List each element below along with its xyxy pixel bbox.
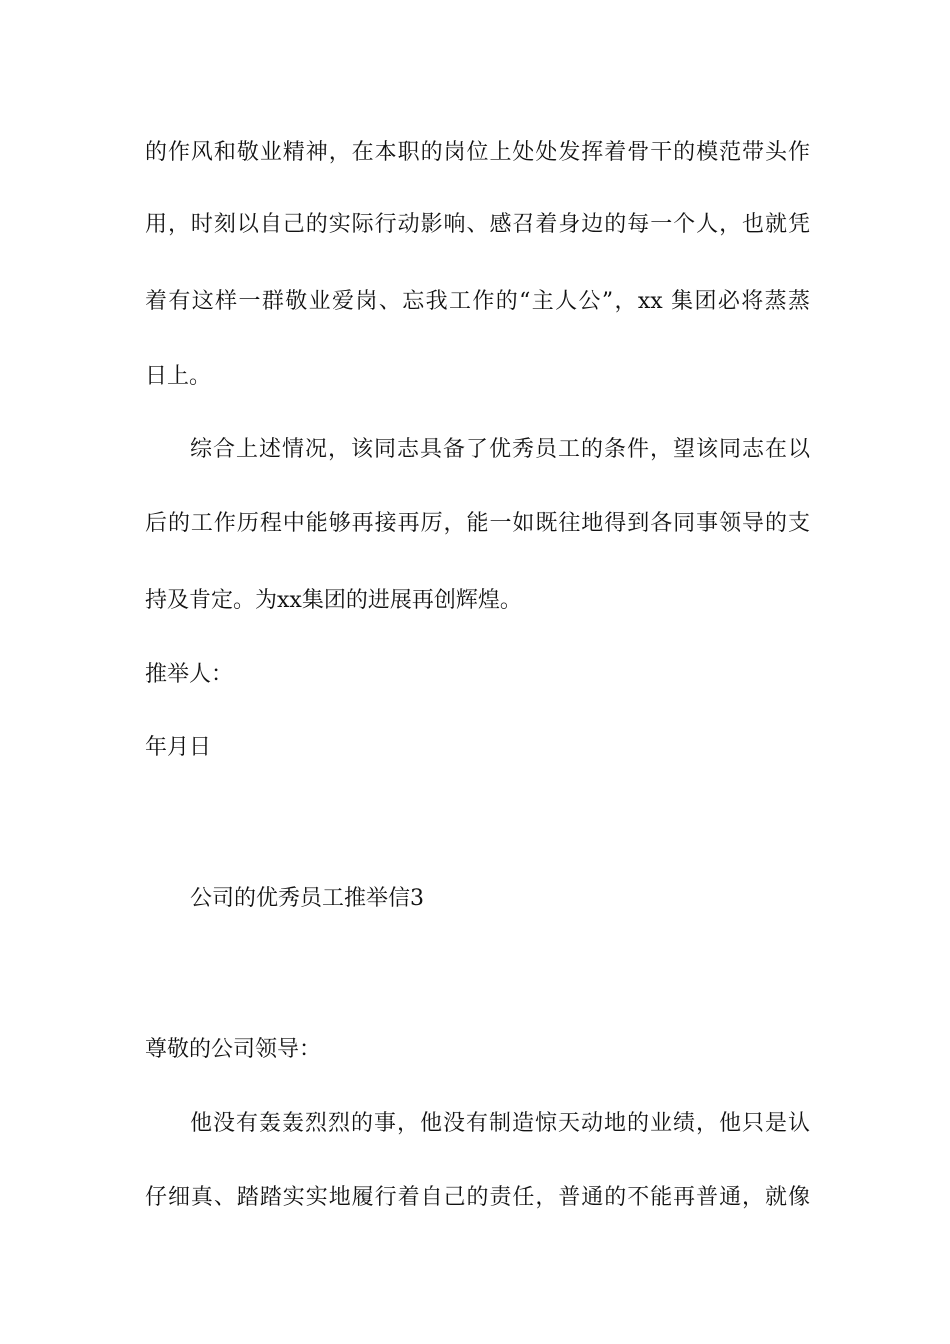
paragraph-line: 用，时刻以自己的实际行动影响、感召着身边的每一个人，也就凭 [145, 212, 810, 237]
section-title: 公司的优秀员工推举信3 [190, 886, 424, 911]
paragraph-line: 综合上述情况，该同志具备了优秀员工的条件，望该同志在以 [190, 437, 810, 462]
paragraph-line: 持及肯定。为xx集团的进展再创辉煌。 [145, 588, 522, 613]
paragraph-line: 仔细真、踏踏实实地履行着自己的责任，普通的不能再普通，就像 [145, 1185, 810, 1210]
paragraph-line: 着有这样一群敬业爱岗、忘我工作的“主人公”，xx 集团必将蒸蒸 [145, 289, 810, 314]
paragraph-line: 后的工作历程中能够再接再厉，能一如既往地得到各同事领导的支 [145, 511, 810, 536]
paragraph-line: 日上。 [145, 364, 212, 389]
paragraph-line: 他没有轰轰烈烈的事，他没有制造惊天动地的业绩，他只是认 [190, 1111, 810, 1136]
recommender-label: 推举人： [145, 662, 234, 687]
paragraph-line: 的作风和敬业精神，在本职的岗位上处处发挥着骨干的模范带头作 [145, 140, 810, 165]
salutation: 尊敬的公司领导： [145, 1037, 322, 1062]
date-label: 年月日 [145, 735, 212, 760]
